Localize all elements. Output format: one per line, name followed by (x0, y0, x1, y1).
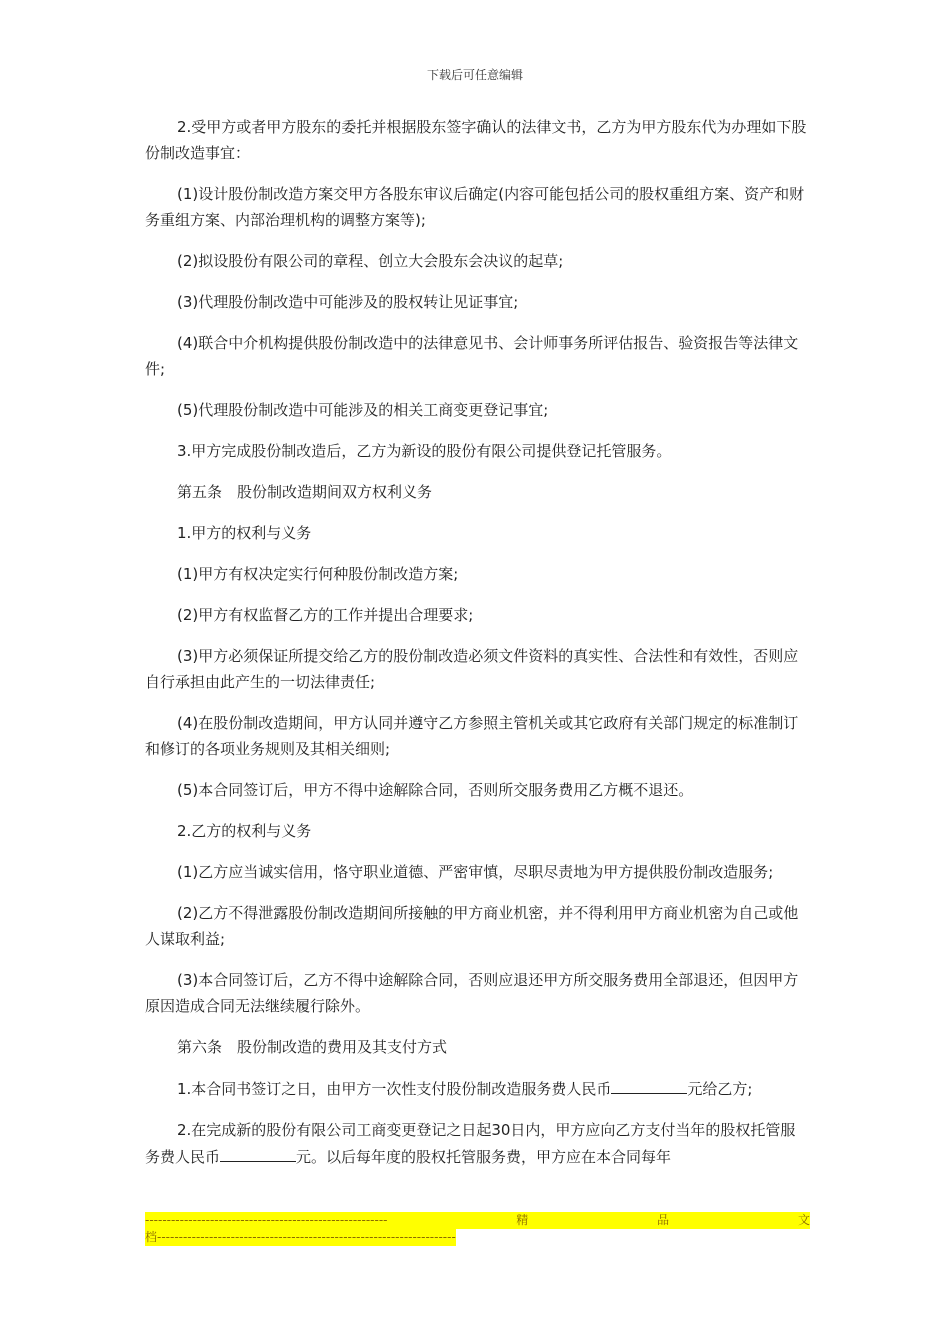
footer-char-2: 品 (657, 1213, 670, 1227)
party-b-heading: 2.乙方的权利与义务 (177, 822, 312, 840)
party-a-heading: 1.甲方的权利与义务 (177, 524, 312, 542)
amount-blank-1[interactable] (611, 1075, 687, 1094)
page-header: 下载后可任意编辑 (426, 68, 523, 82)
document-body (145, 114, 810, 1185)
payment-1-suffix: 元给乙方; (687, 1080, 753, 1098)
party-a-item-4: (4)在股份制改造期间，甲方认同并遵守乙方参照主管机关或其它政府有关部门规定的标准制订和修订的各项业务规则及其相关细则; (145, 714, 799, 758)
party-a-item-3: (3)甲方必须保证所提交给乙方的股份制改造必须文件资料的真实性、合法性和有效性，否则应自行承担由此产生的一切法律责任; (145, 647, 799, 691)
article-5-heading: 第五条 股份制改造期间双方权利义务 (177, 483, 433, 501)
party-a-item-2: (2)甲方有权监督乙方的工作并提出合理要求; (177, 606, 474, 624)
party-b-item-2: (2)乙方不得泄露股份制改造期间所接触的甲方商业机密，并不得利用甲方商业机密为自己或他人谋取利益; (145, 904, 799, 948)
footer-line-2: 档--------------------------------------------------------------------- (145, 1230, 456, 1244)
payment-2-suffix: 元。以后每年度的股权托管服务费，甲方应在本合同每年 (296, 1148, 672, 1166)
paragraph-item-3: (3)代理股份制改造中可能涉及的股权转让见证事宜; (177, 293, 519, 311)
party-a-item-5: (5)本合同签订后，甲方不得中途解除合同，否则所交服务费用乙方概不退还。 (177, 781, 694, 799)
party-a-item-1: (1)甲方有权决定实行何种股份制改造方案; (177, 565, 459, 583)
watermark-footer (145, 1212, 810, 1246)
footer-char-3: 文 (797, 1213, 810, 1227)
paragraph-3: 3.甲方完成股份制改造后，乙方为新设的股份有限公司提供登记托管服务。 (177, 442, 672, 460)
paragraph-2: 2.受甲方或者甲方股东的委托并根据股东签字确认的法律文书，乙方为甲方股东代为办理如下股份制改造事宜： (145, 118, 807, 162)
payment-clause-1 (145, 1075, 810, 1102)
paragraph-item-5: (5)代理股份制改造中可能涉及的相关工商变更登记事宜; (177, 401, 549, 419)
party-b-item-3: (3)本合同签订后，乙方不得中途解除合同，否则应退还甲方所交服务费用全部退还，但因甲方原因造成合同无法继续履行除外。 (145, 971, 799, 1015)
footer-dashes: -------------------------------------------------------- (145, 1213, 388, 1227)
footer-line-1 (145, 1212, 810, 1229)
amount-blank-2[interactable] (220, 1143, 296, 1162)
payment-clause-2 (145, 1117, 810, 1170)
footer-char-1: 精 (516, 1213, 529, 1227)
paragraph-item-4: (4)联合中介机构提供股份制改造中的法律意见书、会计师事务所评估报告、验资报告等法律文件; (145, 334, 799, 378)
payment-2-text: 2.在完成新的股份有限公司工商变更登记之日起30日内，甲方应向乙方支付当年的股权托管服务费人民币 (145, 1121, 796, 1166)
paragraph-item-2: (2)拟设股份有限公司的章程、创立大会股东会决议的起草; (177, 252, 564, 270)
article-6-heading: 第六条 股份制改造的费用及其支付方式 (177, 1038, 448, 1056)
paragraph-item-1: (1)设计股份制改造方案交甲方各股东审议后确定(内容可能包括公司的股权重组方案、资产和财务重组方案、内部治理机构的调整方案等); (145, 185, 805, 229)
party-b-item-1: (1)乙方应当诚实信用，恪守职业道德、严密审慎，尽职尽责地为甲方提供股份制改造服务; (177, 863, 774, 881)
payment-1-text: 1.本合同书签订之日，由甲方一次性支付股份制改造服务费人民币 (177, 1080, 612, 1098)
